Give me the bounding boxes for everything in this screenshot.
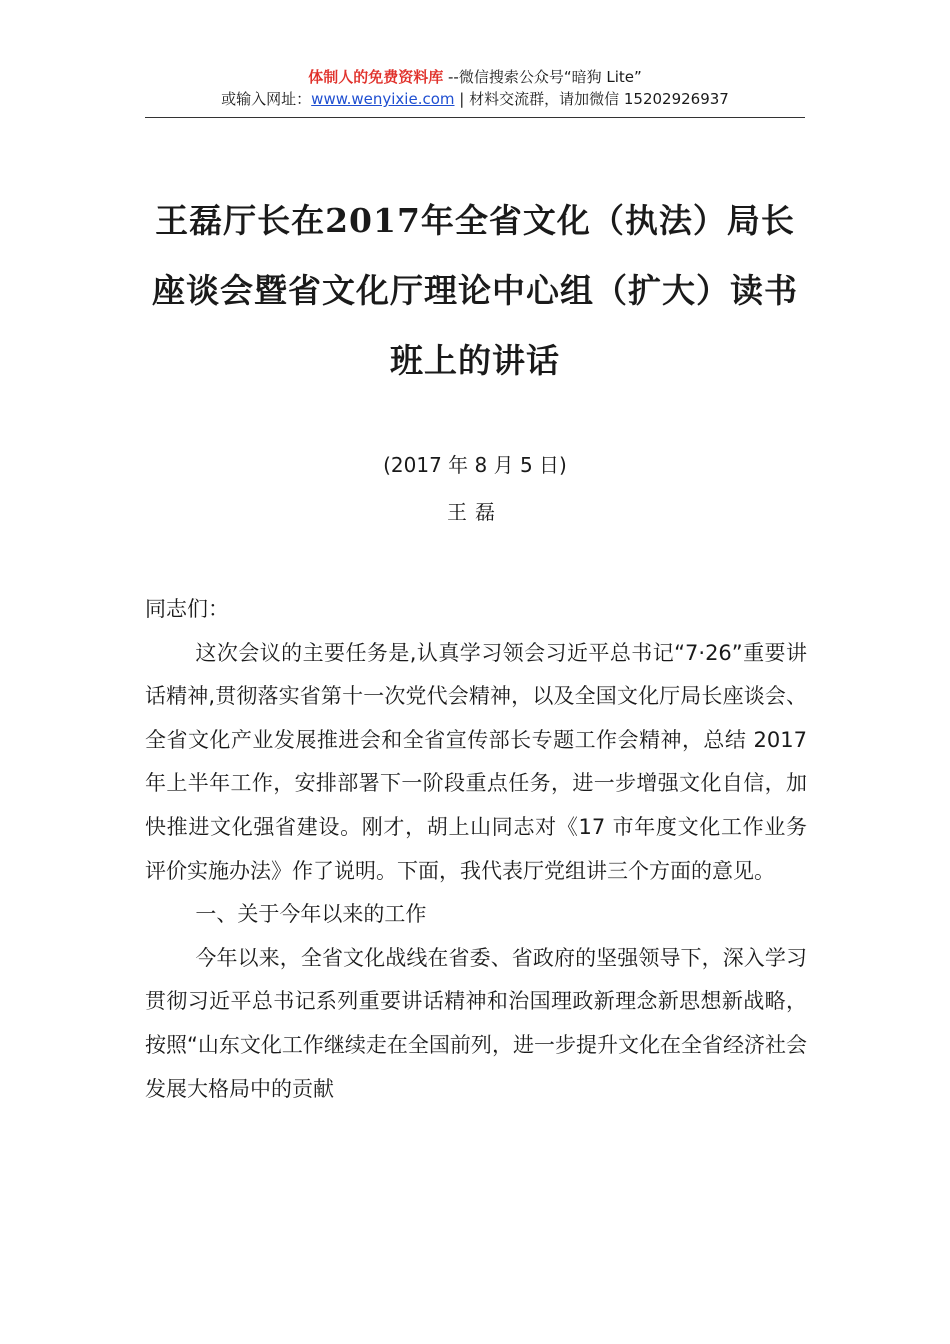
brand-name: 体制人的免费资料库 [308, 68, 444, 86]
speech-date: (2017 年 8 月 5 日) [383, 453, 567, 477]
document-body [145, 588, 807, 1111]
header-line-1 [145, 66, 805, 88]
section-paragraph: 今年以来，全省文化战线在省委、省政府的坚强领导下，深入学习贯彻习近平总书记系列重要讲话精神和治国理政新理念新思想新战略，按照“山东文化工作继续走在全国前列，进一步提升文化在全省经济社会发展大格局中的贡献 [145, 945, 807, 1101]
url-prefix: 或输入网址： [221, 90, 312, 108]
salutation: 同志们： [145, 597, 229, 621]
header-divider [145, 117, 805, 118]
contact-info: | 材料交流群，请加微信 15202926937 [454, 90, 729, 108]
website-link[interactable]: www.wenyixie.com [311, 90, 455, 108]
section-heading: 一、关于今年以来的工作 [195, 902, 427, 927]
header-line-2 [145, 88, 805, 110]
wechat-promo: --微信搜索公众号“暗狗 Lite” [443, 68, 642, 86]
page-header [145, 66, 805, 110]
body-paragraph: 这次会议的主要任务是,认真学习领会习近平总书记“7·26”重要讲话精神,贯彻落实省第十一次党代会精神，以及全国文化厅局长座谈会、全省文化产业发展推进会和全省宣传部长专题工作会精神，总结 2017 年上半年工作，安排部署下一阶段重点任务，进一步增强文化自信，加快推进文化强省建设。刚才，胡上山同志对《17 市年度文化工作业务评价实施办法》作了说明。下面，我代表厅党组讲三个方面的意见。 [145, 640, 807, 883]
speech-author: 王磊 [447, 500, 503, 524]
document-title: 王磊厅长在2017年全省文化（执法）局长座谈会暨省文化厅理论中心组（扩大）读书班上的讲话 [152, 201, 798, 380]
